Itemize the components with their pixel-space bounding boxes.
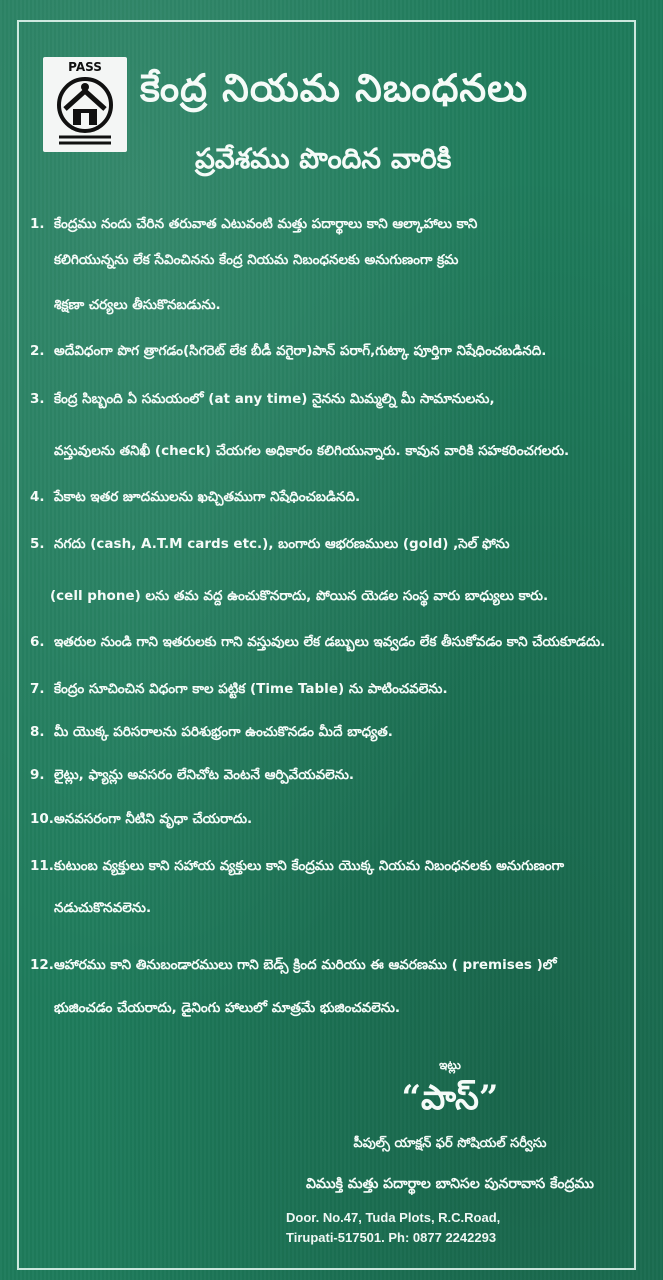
- rule-text: కేంద్ర సిబ్బంది ఏ సమయంలో (at any time) నైనను మిమ్మల్ని మీ సామానులను,: [54, 391, 495, 407]
- rule-text: భుజించడం చేయరాదు, డైనింగు హాలులో మాత్రమే భుజించవలెను.: [54, 1000, 401, 1016]
- address-line-2: Tirupati-517501. Ph: 0877 2242293: [286, 1230, 497, 1245]
- rule-4-line-1: [30, 489, 630, 508]
- rule-10-line-1: [30, 811, 630, 830]
- rule-2-line-1: [30, 343, 630, 362]
- rule-11-line-2: [54, 900, 654, 919]
- rule-text: మీ యొక్క పరిసరాలను పరిశుభ్రంగా ఉంచుకొనడం మీదే బాధ్యత.: [54, 724, 393, 740]
- rule-text: కేంద్రము నందు చేరిన తరువాత ఎటువంటి మత్తు పదార్థాలు కాని ఆల్కాహాలు కాని: [54, 216, 478, 232]
- rule-text: ఆహారము కాని తినుబండారములు గాని బెడ్స్ క్రింద మరియు ఈ ఆవరణము ( premises )లో: [54, 957, 557, 973]
- rule-number: 3.: [30, 391, 45, 407]
- rule-number: 7.: [30, 681, 45, 697]
- organization-description: విముక్తి మత్తు పదార్థాల బానిసల పునరావాస కేంద్రము: [305, 1176, 595, 1192]
- rule-1-line-2: [54, 252, 654, 271]
- rule-number: 4.: [30, 489, 45, 505]
- rule-8-line-1: [30, 724, 630, 743]
- rule-text: నడుచుకొనవలెను.: [54, 900, 152, 916]
- rule-number: 5.: [30, 536, 45, 552]
- rule-3-line-2: [54, 443, 654, 462]
- rule-number: 6.: [30, 634, 45, 650]
- rule-text: (cell phone) లను తమ వద్ద ఉంచుకొనరాదు, పోయిన యెడల సంస్థ వారు బాధ్యులు కారు.: [50, 588, 549, 604]
- rule-text: అదేవిధంగా పొగ త్రాగడం(సిగరెట్ లేక బీడీ వగైరా)పాన్ పరాగ్,గుట్కా పూర్తిగా నిషేధించబడినది.: [54, 343, 547, 359]
- page-title: కేంద్ర నియమ నిబంధనలు: [140, 66, 529, 110]
- rule-number: 1.: [30, 216, 45, 232]
- rule-9-line-1: [30, 767, 630, 786]
- pass-logo: [43, 57, 127, 152]
- address-line-1: Door. No.47, Tuda Plots, R.C.Road,: [286, 1210, 501, 1225]
- rule-text: అనవసరంగా నీటిని వృధా చేయరాదు.: [54, 811, 253, 827]
- rule-text: కుటుంబ వ్యక్తులు కాని సహాయ వ్యక్తులు కాని కేంద్రము యొక్క నియమ నిబంధనలకు అనుగుణంగా: [54, 858, 565, 874]
- rule-number: 10.: [30, 811, 54, 827]
- rule-number: 8.: [30, 724, 45, 740]
- logo-text: PASS: [68, 60, 102, 74]
- page-subtitle: ప్రవేశము పొందిన వారికి: [195, 142, 452, 175]
- rule-text: శిక్షణా చర్యలు తీసుకొనబడును.: [54, 297, 221, 313]
- organization-name: “పాస్”: [401, 1078, 499, 1118]
- rule-5-line-2: [50, 588, 650, 607]
- rule-5-line-1: [30, 536, 630, 555]
- rule-text: కలిగియున్నను లేక సేవించినను కేంద్ర నియమ నిబంధనలకు అనుగుణంగా క్రమ: [54, 252, 459, 268]
- rule-number: 11.: [30, 858, 54, 874]
- rule-text: ఇతరుల నుండి గాని ఇతరులకు గాని వస్తువులు లేక డబ్బులు ఇవ్వడం లేక తీసుకోవడం కాని చేయకూడదు.: [54, 634, 606, 650]
- rule-12-line-2: [54, 1000, 654, 1019]
- rule-1-line-3: [54, 297, 654, 316]
- organization-fullname: పీపుల్స్ యాక్షన్ ఫర్ సోషియల్ సర్వీసు: [353, 1136, 547, 1151]
- rule-text: పేకాట ఇతర జూదములను ఖచ్చితముగా నిషేధించబడినది.: [54, 489, 361, 505]
- rule-number: 9.: [30, 767, 45, 783]
- rule-text: లైట్లు, ఫ్యాన్లు అవసరం లేనిచోట వెంటనే ఆర్పివేయవలెను.: [54, 767, 355, 783]
- signature-itlu: ఇట్లు: [439, 1058, 461, 1072]
- rule-number: 12.: [30, 957, 54, 973]
- rule-number: 2.: [30, 343, 45, 359]
- pass-house-logo-icon: [55, 75, 115, 147]
- rule-12-line-1: [30, 957, 630, 976]
- rule-7-line-1: [30, 681, 630, 700]
- rule-1-line-1: [30, 216, 630, 235]
- rule-11-line-1: [30, 858, 630, 877]
- rule-6-line-1: [30, 634, 630, 653]
- rule-3-line-1: [30, 391, 630, 410]
- rule-text: వస్తువులను తనిఖీ (check) చేయగల అధికారం కలిగియున్నారు. కావున వారికి సహకరించగలరు.: [54, 443, 570, 459]
- rule-text: నగదు (cash, A.T.M cards etc.), బంగారు ఆభరణములు (gold) ,సెల్ ఫోను: [54, 536, 510, 552]
- rule-text: కేంద్రం సూచించిన విధంగా కాల పట్టిక (Time Table) ను పాటించవలెను.: [54, 681, 448, 697]
